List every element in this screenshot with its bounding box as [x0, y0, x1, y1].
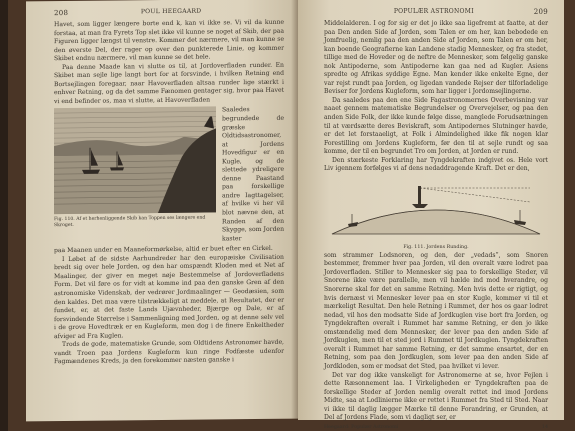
- right-paragraph-5: Det var dog ikke vanskeligt for Astronomerne at se, hvor Fejlen i dette Ræsonnement laa. I Virkeligheden er Tyngdekraften paa de forskellige Steder af Jorden nemlig overalt rettet ind imod Jordens Midte, saa at Lodlinierne ikke er rettet i Rummet fra Sted til Sted. Naar vi ikke til daglig lægger Mærke til denne Forandring, er Grunden, at Del af Jordens Flade, som vi dagligt ser, er: [324, 371, 548, 422]
- earth-curvature-figure: [324, 178, 548, 250]
- left-page: [26, 0, 298, 421]
- left-page-header: [54, 7, 284, 17]
- left-paragraph-4: I Løbet af de sidste Aarhundreder har den europæiske Civilisation bredt sig over hele Jorden, og den har omspændt Kloden med et Net af Maalinger, der giver en meget nøje Bestemmelse af Jordoverfladens Form. Det vil føre os for vidt at komme ind paa den ganske Gren af den astronomiske Videnskab, der vedrører Jordmaalinger — Geodæsien, som den kaldes. Det maa være tilstrækkeligt at meddele, at Resultatet, der er fundet, er, at det faste Lands Ujævnheder, Bjærge og Dale, er af forsvindende Størrelse i Sammenligning med Jorden, og at denne selv vel i de grove Hovedtræk er en Kugleform, men dog i de finere Enkeltheder afviger ad Fra Kuglen.: [54, 253, 284, 340]
- right-paragraph-1: Middelalderen. I og for sig er det jo ikke saa ligefremt at faatte, at der paa Den anden Side af Jorden, som Talen er om her, kan bebodede en Jomfruelig, nemlig paa den anden Side af Jorden, som Talen er om her, kan boende Geografierne kan Landene stadig Mennesker, og fra stedet, tillige med de Hoveder og de neftre de Mennesker, som følgelig ganske nok Antipoderne, som Antipoderne kan gaa ned ad Kugler. Asiens spredte og Afrikas syddige Egne. Man kender ikke enkelte Egne, der var rejst rundt paa Jorden, og ligedan vandede Rejser der tilforladelige Beviser for Jordens Kugleform, som har ligger i Jordomsejlingerne.: [324, 20, 548, 96]
- right-page-number: 209: [533, 8, 548, 16]
- right-page-footer: [324, 425, 548, 430]
- ship-engraving: [54, 107, 216, 215]
- earth-curvature-caption: Fig. 111. Jordens Runding.: [403, 244, 469, 250]
- left-running-head: POUL HEEGAARD: [140, 7, 202, 16]
- left-paragraph-5: Trods de gode, matematiske Grunde, som Oldtidens Astronomer havde, vandt Troen paa Jordens Kugleform kun ringe Fodfæste udenfor Fagmændenes Kreds, ja den forekommer næsten ganske i: [54, 338, 284, 366]
- open-book: [8, 0, 575, 431]
- left-paragraph-3: paa Maanen under en Maaneformørkelse, altid er buet efter en Cirkel.: [54, 245, 273, 255]
- footer-signature: Heegaard: Populær Astronomi: [324, 424, 399, 430]
- right-paragraph-2: Da saaledes paa den ene Side Fagastronomernes Overbevisning var naaet gennem matematiske Begrundelser og Overvejelser, og paa den anden Side Folk, der ikke kunde følge disse, manglede Forudsætningen til at værdsætte deres Beviskraft, som Antipodernes Slutninger havde, er det let forstaaeligt, at Folk i Almindelighed ikke fik nogen klar Forestilling om Jordens Kugleform, før den til at sejle rundt og saa komme, der til en begrundet Tro om Jorden, at Jorden er rund.: [324, 96, 548, 156]
- footer-sheet-number: 14: [541, 424, 548, 430]
- left-page-number: 208: [54, 8, 69, 18]
- earth-curvature-engraving: [324, 178, 548, 240]
- left-paragraph-2: Paa denne Maade kan vi slutte os til, at Jordoverfladen runder. En Skibet man sejle lige langt bort for at forsvinde, i hvilken Retning end Bortsejlingen foregaar, naar Havoverfladen altsaa runder lige stærkt i enhver Retning, og da det samme Fænomen gentager sig, hvor paa Havet vi end befinder os, maa vi slutte, at Havoverfladen: [54, 61, 284, 106]
- right-page-header: [324, 8, 548, 16]
- right-paragraph-4: som strammer Lodsnoren, og den, der „vedads”, som Snoren bestemmer, fremmer hver paa Jorden, vil den overalt være lodret paa Jordoverfladen. Stiller to Mennesker sig paa to forskellige Steder, vil Snorene ikke være parallelle, men vil hælde ind mod hverandre, og Snorerne skal for det en samme Retning. Men hvis dette er rigtigt, og hvis dernæst vi Mennesker lever paa en stor Kugle, kommer vi til et mærkeligt Resultat. Den hele Retning i Rummet, der hos os gaar lodret nedad, vil hos den modsatte Side af Jordkuglen vise bort fra Jorden, og Tyngdekraften overalt i Rummet har samme Retning, er den jo ikke omstændelig med dem Mennesker, der lever paa den anden Side af Jordkuglen, men til et sted jord i Rummet til Jordkuglen. Tyngdekraften overalt i Rummet har samme Retning, er det samme ensartet, der en Retning, som paa den Jordkuglen, som lever paa den anden Side af Jordkloden, som er modsat det Sted, paa hvilket vi lever.: [324, 251, 548, 370]
- right-page: [298, 0, 564, 430]
- left-paragraph-1: Havet, som ligger længere borte end k, kan vi ikke se. Vi vil da kunne forstaa, at man fra Fyrets Top slet ikke vil kunne se noget af Skib, der paa Figuren ligger længst til venstre. Kommer det nærmere, vil man kunne se den øverste Del, der rager op over den punkterede Linie, og kommer Skibet endnu nærmere, vil man kunne se det hele.: [54, 18, 284, 63]
- left-figure-row: [54, 106, 284, 245]
- ship-figure-caption: Fig. 110. Af et herhenliggende Skib kan Toppen ses længere end Skroget.: [54, 216, 206, 229]
- ship-figure: [54, 107, 216, 245]
- left-side-text: Saaledes begrundede de græske Oldtidsastronomer, at Jordens Hovedfigur er en Kugle, og de slettede ydreligere denne Paastand paa forskellige andre Iagttagelser, af hvilke vi her vil blot nævne den, at Randen af den Skygge, som Jorden kaster: [222, 106, 284, 243]
- right-running-head: POPULÆR ASTRONOMI: [393, 8, 474, 15]
- right-paragraph-3: Den stærkeste Forklaring har Tyngdekraften indgivet os. Hele vort Liv igennem forfølges vi af dens nedaddragende Kraft. Det er den,: [324, 156, 548, 173]
